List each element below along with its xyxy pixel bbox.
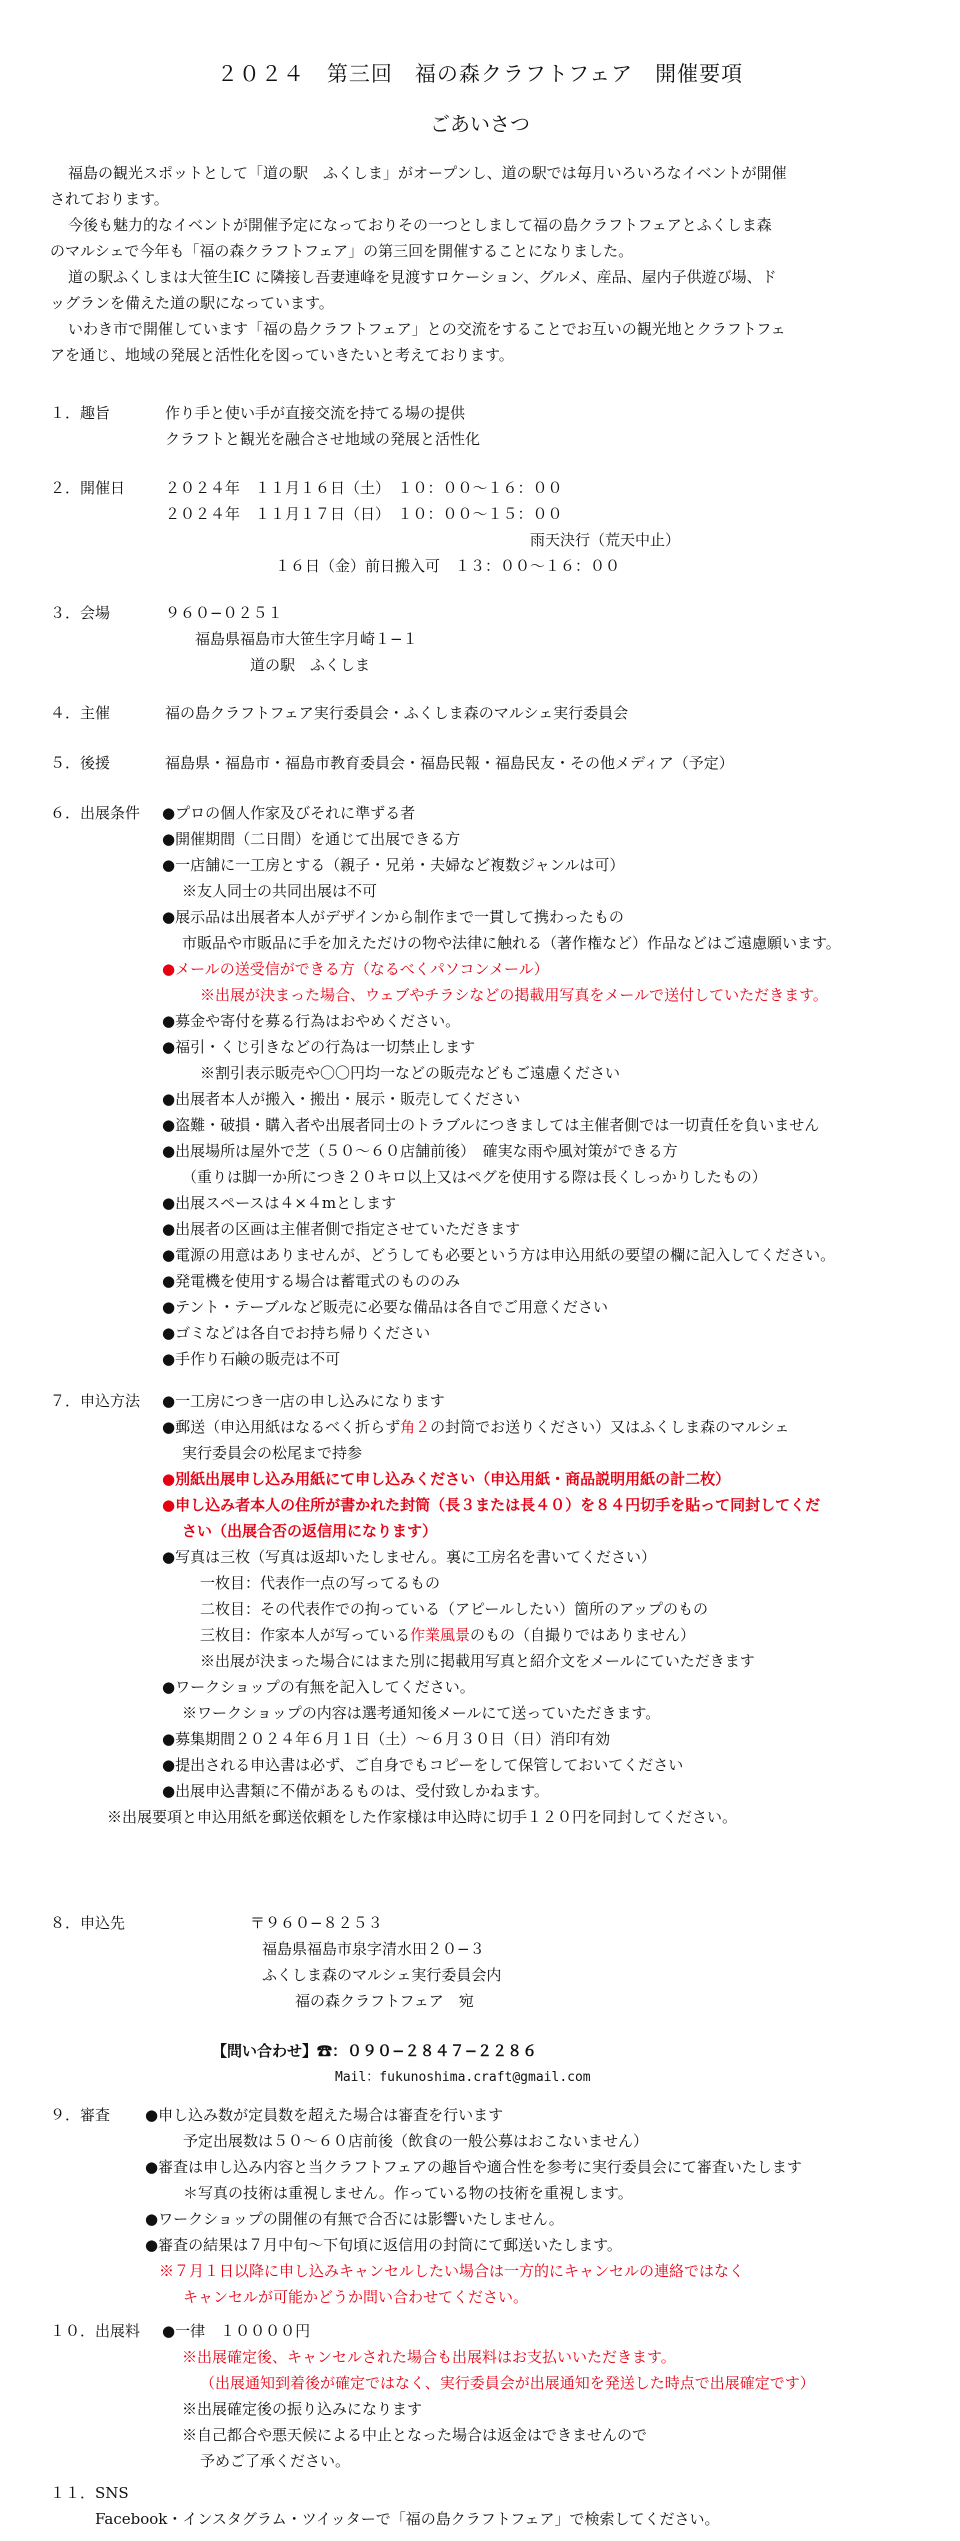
- section-line: クラフトと観光を融合させ地域の発展と活性化: [165, 430, 481, 448]
- application-line: [162, 1622, 960, 1648]
- section-line: 雨天決行（荒天中止）: [530, 531, 681, 549]
- review-line: ＊写真の技術は重視しません。作っている物の技術を重視します。: [183, 2184, 633, 2202]
- greeting-line: 道の駅ふくしまは大笹生IC に隣接し吾妻連峰を見渡すロケーション、グルメ、産品、屋内子供遊び場、ド: [68, 268, 777, 286]
- section-sns: [50, 2480, 930, 2532]
- application-line: ●提出される申込書は必ず、ご自身でもコピーをして保管しておいてください: [162, 1756, 684, 1774]
- greeting-line: されております。: [50, 190, 169, 208]
- application-text: 角２: [400, 1418, 431, 1436]
- condition-line: ※友人同士の共同出展は不可: [182, 882, 378, 900]
- section-line: ２０２４年 １１月１７日（日） １０：００〜１５：００: [165, 505, 563, 523]
- greeting-line: 今後も魅力的なイベントが開催予定になっておりその一つとしまして福の島クラフトフェアとふくしま森: [68, 216, 772, 234]
- application-line: ※出展が決まった場合にはまた別に掲載用写真と紹介文をメールにていただきます: [200, 1652, 755, 1670]
- document-title: ２０２４ 第三回 福の森クラフトフェア 開催要項: [216, 62, 744, 86]
- condition-line: ●開催期間（二日間）を通じて出展できる方: [162, 830, 461, 848]
- application-text: の封筒でお送りください）又はふくしま森のマルシェ: [430, 1418, 790, 1436]
- section-line: 福島県福島市大笹生字月崎１−１: [195, 630, 418, 648]
- section-number: ２．開催日: [50, 479, 126, 497]
- address-line: ふくしま森のマルシェ実行委員会内: [262, 1966, 502, 1984]
- review-line: ●申し込み数が定員数を超えた場合は審査を行います: [145, 2106, 504, 2124]
- application-line: 二枚目：その代表作での拘っている（アピールしたい）箇所のアップのもの: [200, 1600, 709, 1618]
- fee-line: ※出展確定後、キャンセルされた場合も出展料はお支払いいただきます。: [182, 2348, 676, 2366]
- condition-line: ●プロの個人作家及びそれに準ずる者: [162, 804, 416, 822]
- section-number: ６．出展条件: [50, 804, 141, 822]
- condition-line: ●展示品は出展者本人がデザインから制作まで一貫して携わったもの: [162, 908, 624, 926]
- greeting-paragraph: [50, 160, 930, 368]
- application-line: 実行委員会の松尾まで持参: [182, 1444, 363, 1462]
- section-line: 福島県・福島市・福島市教育委員会・福島民報・福島民友・その他メディア（予定）: [165, 754, 734, 772]
- greeting-line: 福島の観光スポットとして「道の駅 ふくしま」がオープンし、道の駅では毎月いろいろなイベントが開催: [68, 164, 787, 182]
- review-line: キャンセルが可能かどうか問い合わせてください。: [183, 2288, 529, 2306]
- section-number: １１．SNS: [50, 2484, 129, 2502]
- address-line: 福の森クラフトフェア 宛: [295, 1992, 474, 2010]
- greeting-line: アを通じ、地域の発展と活性化を図っていきたいと考えております。: [50, 346, 514, 364]
- condition-line: 市販品や市販品に手を加えただけの物や法律に触れる（著作権など）作品などはご遠慮願います。: [182, 934, 841, 952]
- condition-line: ●出展者本人が搬入・搬出・展示・販売してください: [162, 1090, 521, 1108]
- review-line: 予定出展数は５０〜６０店前後（飲食の一般公募はおこないません）: [183, 2132, 649, 2150]
- fee-line: ※自己都合や悪天候による中止となった場合は返金はできませんので: [182, 2426, 648, 2444]
- section-line: 福の島クラフトフェア実行委員会・ふくしま森のマルシェ実行委員会: [165, 704, 629, 722]
- condition-line: ●発電機を使用する場合は蓄電式のもののみ: [162, 1272, 461, 1290]
- condition-line: ●メールの送受信ができる方（なるべくパソコンメール）: [162, 960, 549, 978]
- greeting-line: ッグランを備えた道の駅になっています。: [50, 294, 334, 312]
- condition-line: ●ゴミなどは各自でお持ち帰りください: [162, 1324, 431, 1342]
- application-text: 三枚目：作家本人が写っている: [200, 1626, 411, 1644]
- application-text: 作業風景: [410, 1626, 471, 1644]
- section-number: １．趣旨: [50, 404, 111, 422]
- review-line: ●ワークショップの開催の有無で合否には影響いたしません。: [145, 2210, 564, 2228]
- application-text: のもの（自撮りではありません）: [470, 1626, 696, 1644]
- review-line: ●審査は申し込み内容と当クラフトフェアの趣旨や適合性を参考に実行委員会にて審査いたします: [145, 2158, 802, 2176]
- condition-line: ●電源の用意はありませんが、どうしても必要という方は申込用紙の要望の欄に記入してください。: [162, 1246, 836, 1264]
- section-number: ５．後援: [50, 754, 111, 772]
- application-line: ●出展申込書類に不備があるものは、受付致しかねます。: [162, 1782, 549, 1800]
- application-line: ●一工房につき一店の申し込みになります: [162, 1392, 445, 1410]
- section-number: １０．出展料: [50, 2322, 141, 2340]
- condition-line: ※出展が決まった場合、ウェブやチラシなどの掲載用写真をメールで送付していただきます。: [200, 986, 828, 1004]
- condition-line: ●盗難・破損・購入者や出展者同士のトラブルにつきましては主催者側では一切責任を負いません: [162, 1116, 820, 1134]
- fee-line: ※出展確定後の振り込みになります: [182, 2400, 423, 2418]
- application-text: ●郵送（申込用紙はなるべく折らず: [162, 1418, 401, 1436]
- application-line: ●申し込み者本人の住所が書かれた封筒（長３または長４０）を８４円切手を貼って同封してくだ: [162, 1496, 821, 1514]
- application-line: ●募集期間２０２４年６月１日（土）〜６月３０日（日）消印有効: [162, 1730, 611, 1748]
- contact-phone: 【問い合わせ】☎：０９０−２８４７−２２８６: [212, 2042, 538, 2060]
- condition-line: ※割引表示販売や〇〇円均一などの販売などもご遠慮ください: [200, 1064, 621, 1082]
- application-line: ●ワークショップの有無を記入してください。: [162, 1678, 475, 1696]
- address-line: 福島県福島市泉字清水田２０−３: [262, 1940, 485, 1958]
- condition-line: ●出展場所は屋外で芝（５０〜６０店舗前後） 確実な雨や風対策ができる方: [162, 1142, 678, 1160]
- application-line: ※出展要項と申込用紙を郵送依頼をした作家様は申込時に切手１２０円を同封してください。: [107, 1808, 738, 1826]
- greeting-heading: ごあいさつ: [430, 112, 530, 136]
- review-line: ※７月１日以降に申し込みキャンセルしたい場合は一方的にキャンセルの連絡ではなく: [159, 2262, 745, 2280]
- fee-line: ●一律 １００００円: [162, 2322, 311, 2340]
- section-line: 作り手と使い手が直接交流を持てる場の提供: [165, 404, 466, 422]
- section-number: ８．申込先: [50, 1914, 126, 1932]
- section-number: ９．審査: [50, 2106, 111, 2124]
- application-line: 一枚目：代表作一点の写ってるもの: [200, 1574, 441, 1592]
- condition-line: ●手作り石鹸の販売は不可: [162, 1350, 341, 1368]
- section-line: 道の駅 ふくしま: [250, 656, 371, 674]
- section-line: ２０２４年 １１月１６日（土） １０：００〜１６：００: [165, 479, 563, 497]
- application-line: ●写真は三枚（写真は返却いたしません。裏に工房名を書いてください）: [162, 1548, 656, 1566]
- section-number: ４．主催: [50, 704, 111, 722]
- section-line: ９６０−０２５１: [165, 604, 283, 622]
- condition-line: （重りは脚一か所につき２０キロ以上又はペグを使用する際は長くしっかりしたもの）: [182, 1168, 767, 1186]
- greeting-line: のマルシェで今年も「福の森クラフトフェア」の第三回を開催することになりました。: [50, 242, 634, 260]
- address-line: 〒９６０−８２５３: [250, 1914, 383, 1932]
- application-line: ●別紙出展申し込み用紙にて申し込みください（申込用紙・商品説明用紙の計二枚）: [162, 1470, 731, 1488]
- condition-line: ●募金や寄付を募る行為はおやめください。: [162, 1012, 461, 1030]
- fee-line: （出展通知到着後が確定ではなく、実行委員会が出展通知を発送した時点で出展確定です）: [200, 2374, 815, 2392]
- condition-line: ●出展スペースは４×４mとします: [162, 1194, 397, 1212]
- condition-line: ●福引・くじ引きなどの行為は一切禁止します: [162, 1038, 476, 1056]
- condition-line: ●一店舗に一工房とする（親子・兄弟・夫婦など複数ジャンルは可）: [162, 856, 625, 874]
- greeting-line: いわき市で開催しています「福の島クラフトフェア」との交流をすることでお互いの観光地とクラフトフェ: [68, 320, 786, 338]
- condition-line: ●テント・テーブルなど販売に必要な備品は各自でご用意ください: [162, 1298, 608, 1316]
- section-line: １６日（金）前日搬入可 １３：００〜１６：００: [275, 557, 621, 575]
- application-line: ※ワークショップの内容は選考通知後メールにて送っていただきます。: [182, 1704, 661, 1722]
- sns-line: Facebook・インスタグラム・ツイッターで「福の島クラフトフェア」で検索してください。: [95, 2510, 720, 2528]
- section-number: ７．申込方法: [50, 1392, 141, 1410]
- review-line: ●審査の結果は７月中旬〜下旬頃に返信用の封筒にて郵送いたします。: [145, 2236, 622, 2254]
- contact-email[interactable]: Mail：fukunoshima.craft@gmail.com: [335, 2070, 591, 2085]
- condition-line: ●出展者の区画は主催者側で指定させていただきます: [162, 1220, 521, 1238]
- section-number: ３．会場: [50, 604, 111, 622]
- fee-line: 予めご了承ください。: [200, 2452, 351, 2470]
- application-line: さい（出展合否の返信用になります）: [182, 1522, 438, 1540]
- application-line: [162, 1414, 960, 1440]
